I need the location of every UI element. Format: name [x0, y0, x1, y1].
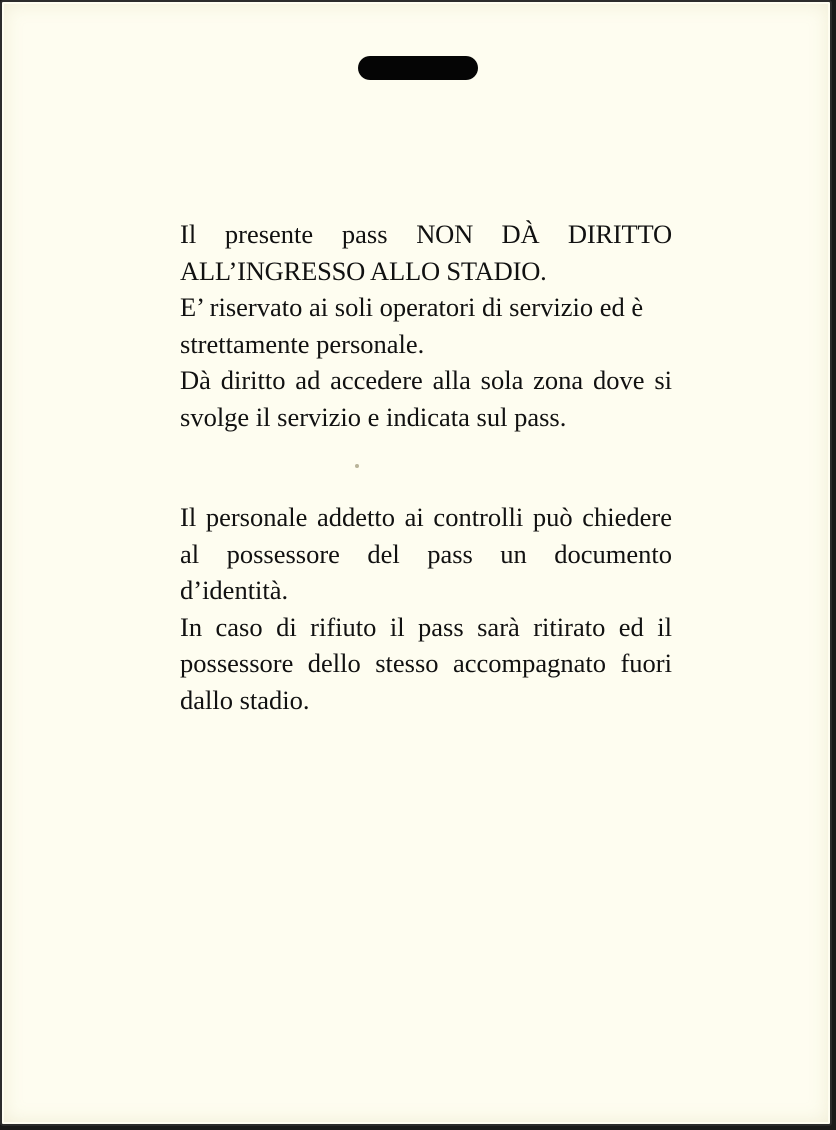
identity-paragraph-2: In caso di rifiuto il pass sarà ritirato ed il possessore dello stesso accompagnato fuori dallo stadio. [180, 611, 672, 715]
lanyard-slot [358, 56, 478, 80]
identity-paragraph-1: Il personale addetto ai controlli può chiedere al possessore del pass un documento d’identità. [180, 502, 672, 605]
notice-paragraph-2: E’ riservato ai soli operatori di servizio ed è strettamente personale. [180, 292, 644, 359]
notice-paragraph-1 [180, 216, 672, 289]
notice-uppercase: NON DÀ DIRITTO ALL’INGRESSO ALLO STADIO. [180, 219, 672, 286]
identity-check-notice [180, 499, 672, 718]
paper-speck [355, 464, 359, 468]
notice-prefix: Il presente pass [180, 219, 417, 249]
access-restriction-notice [180, 216, 672, 435]
notice-paragraph-3: Dà diritto ad accedere alla sola zona dove si svolge il servizio e indicata sul pass. [180, 365, 672, 432]
